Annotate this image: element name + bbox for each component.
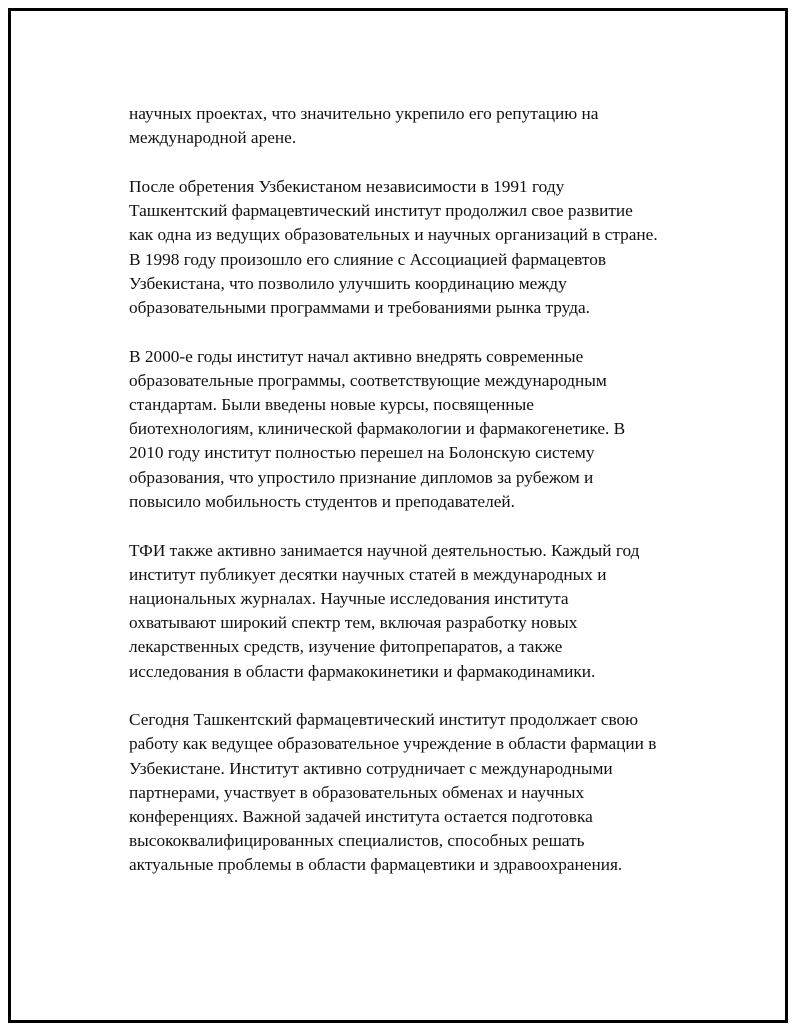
text-line: как одна из ведущих образовательных и научных организаций в стране. (129, 225, 658, 245)
text-line: повысило мобильность студентов и преподавателей. (129, 491, 515, 511)
page-frame (8, 8, 788, 1023)
text-line: образования, что упростило признание дипломов за рубежом и (129, 467, 594, 487)
document-body (129, 102, 699, 902)
text-line: Узбекистана, что позволило улучшить координацию между (129, 273, 567, 293)
text-line: лекарственных средств, изучение фитопрепаратов, а также (129, 637, 563, 657)
text-line: Ташкентский фармацевтический институт продолжил свое развитие (129, 201, 633, 221)
text-line: национальных журналах. Научные исследования института (129, 588, 569, 608)
text-line: 2010 году институт полностью перешел на Болонскую систему (129, 443, 595, 463)
text-line: В 1998 году произошло его слияние с Ассоциацией фармацевтов (129, 249, 607, 269)
text-line: международной арене. (129, 128, 297, 148)
text-line: актуальные проблемы в области фармацевтики и здравоохранения. (129, 855, 623, 875)
text-line: конференциях. Важной задачей института остается подготовка (129, 807, 593, 827)
text-line: работу как ведущее образовательное учреждение в области фармации в (129, 734, 657, 754)
text-line: биотехнологиям, клинической фармакологии и фармакогенетике. В (129, 419, 626, 439)
text-line: Узбекистане. Институт активно сотрудничает с международными (129, 758, 613, 778)
text-line: ТФИ также активно занимается научной деятельностью. Каждый год (129, 540, 640, 560)
text-line: научных проектах, что значительно укрепило его репутацию на (129, 104, 599, 123)
text-line: институт публикует десятки научных статей в международных и (129, 564, 607, 584)
paragraph (129, 539, 699, 684)
text-line: стандартам. Были введены новые курсы, посвященные (129, 395, 534, 415)
text-line: охватывают широкий спектр тем, включая разработку новых (129, 613, 578, 633)
paragraph (129, 175, 699, 320)
paragraph (129, 708, 699, 877)
text-line: исследования в области фармакокинетики и фармакодинамики. (129, 661, 596, 681)
text-line: Сегодня Ташкентский фармацевтический институт продолжает свою (129, 710, 639, 730)
text-line: образовательными программами и требованиями рынка труда. (129, 297, 590, 317)
text-line: В 2000-е годы институт начал активно внедрять современные (129, 346, 584, 366)
paragraph (129, 345, 699, 514)
text-line: образовательные программы, соответствующие международным (129, 370, 607, 390)
paragraph (129, 102, 699, 150)
text-line: После обретения Узбекистаном независимости в 1991 году (129, 176, 565, 196)
text-line: высококвалифицированных специалистов, способных решать (129, 831, 585, 851)
text-line: партнерами, участвует в образовательных обменах и научных (129, 782, 585, 802)
